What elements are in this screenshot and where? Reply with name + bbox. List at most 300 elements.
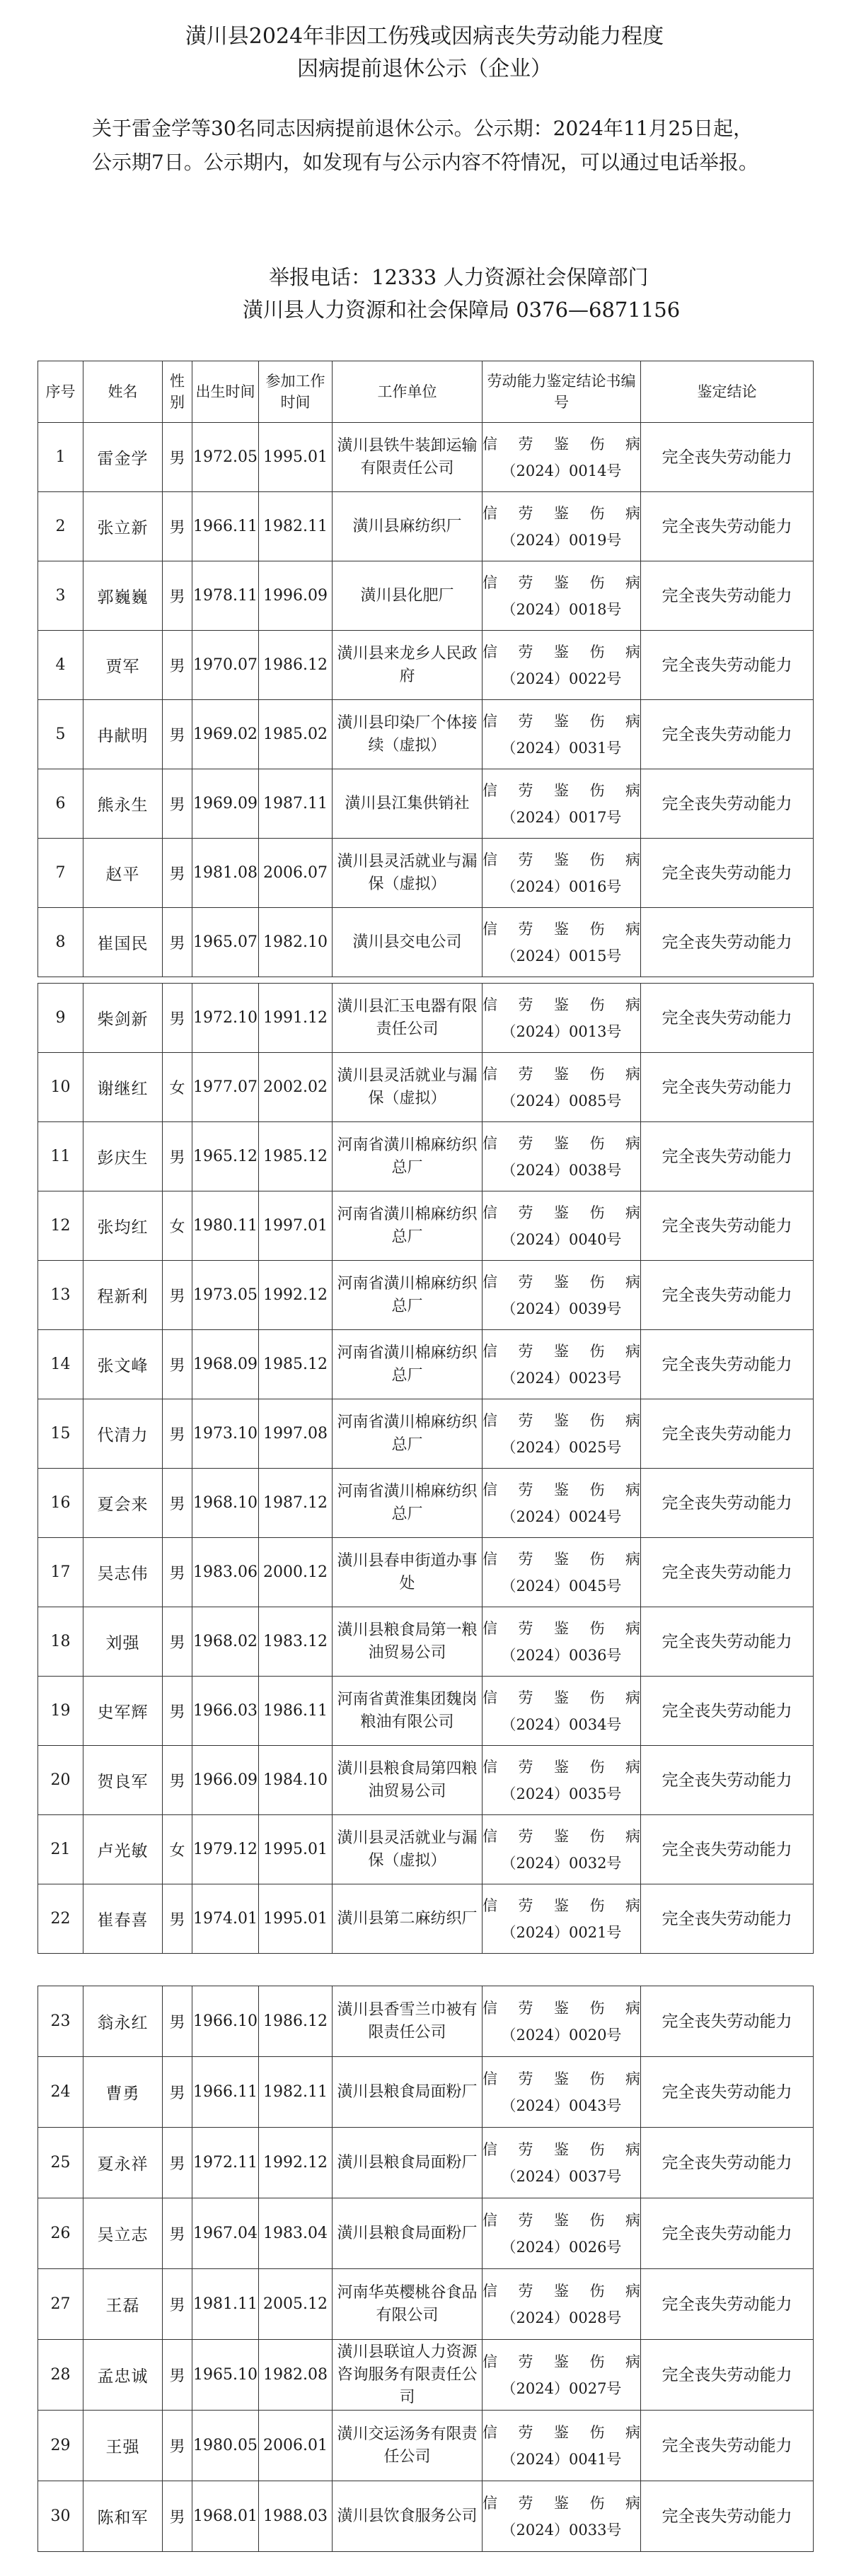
document-prefix: 信 劳 鉴 伤 病 — [483, 1273, 640, 1290]
cell-no: 25 — [38, 2128, 83, 2198]
cell-document-no — [483, 1399, 641, 1469]
table-row — [38, 1607, 814, 1677]
table-row — [38, 839, 814, 908]
cell-name: 孟忠诚 — [83, 2340, 163, 2411]
table-row — [38, 1261, 814, 1330]
cell-work-start: 1985.12 — [259, 1330, 333, 1399]
cell-employer: 潢川县麻纺织厂 — [333, 492, 483, 561]
cell-birth: 1966.11 — [192, 2057, 259, 2128]
cell-birth: 1966.03 — [192, 1677, 259, 1746]
table-row — [38, 1122, 814, 1191]
cell-sex: 女 — [163, 1191, 192, 1261]
cell-conclusion: 完全丧失劳动能力 — [641, 631, 814, 700]
cell-conclusion: 完全丧失劳动能力 — [641, 1607, 814, 1677]
cell-name: 夏永祥 — [83, 2128, 163, 2198]
cell-document-no — [483, 1330, 641, 1399]
document-number: （2024）0024号 — [501, 1508, 622, 1525]
cell-conclusion: 完全丧失劳动能力 — [641, 1053, 814, 1122]
cell-name: 赵平 — [83, 839, 163, 908]
col-header-conclusion: 鉴定结论 — [641, 361, 814, 423]
cell-name: 夏会来 — [83, 1469, 163, 1538]
document-prefix: 信 劳 鉴 伤 病 — [483, 1550, 640, 1568]
cell-birth: 1966.10 — [192, 1986, 259, 2057]
notice-title-line2: 因病提前退休公示（企业） — [297, 57, 552, 81]
cell-name: 贺良军 — [83, 1746, 163, 1815]
document-number: （2024）0038号 — [501, 1161, 622, 1179]
cell-conclusion: 完全丧失劳动能力 — [641, 1469, 814, 1538]
cell-employer: 潢川县灵活就业与漏保（虚拟） — [333, 1053, 483, 1122]
cell-no: 22 — [38, 1884, 83, 1954]
table-row — [38, 2411, 814, 2481]
cell-name: 崔国民 — [83, 908, 163, 977]
cell-sex: 男 — [163, 2411, 192, 2481]
document-prefix: 信 劳 鉴 伤 病 — [483, 1689, 640, 1706]
cell-sex: 男 — [163, 631, 192, 700]
cell-name: 郭巍巍 — [83, 561, 163, 631]
cell-sex: 男 — [163, 700, 192, 769]
cell-no: 13 — [38, 1261, 83, 1330]
cell-name: 吴志伟 — [83, 1538, 163, 1607]
cell-document-no — [483, 631, 641, 700]
table-row — [38, 1053, 814, 1122]
cell-employer: 河南省潢川棉麻纺织总厂 — [333, 1191, 483, 1261]
table-row — [38, 2269, 814, 2340]
cell-name: 谢继红 — [83, 1053, 163, 1122]
cell-sex: 男 — [163, 2269, 192, 2340]
cell-birth: 1983.06 — [192, 1538, 259, 1607]
document-prefix: 信 劳 鉴 伤 病 — [483, 712, 640, 730]
cell-no: 20 — [38, 1746, 83, 1815]
cell-name: 张文峰 — [83, 1330, 163, 1399]
notice-title-line1: 潢川县2024年非因工伤残或因病丧失劳动能力程度 — [185, 24, 664, 49]
cell-document-no — [483, 492, 641, 561]
cell-sex: 男 — [163, 561, 192, 631]
document-prefix: 信 劳 鉴 伤 病 — [483, 1481, 640, 1498]
cell-name: 翁永红 — [83, 1986, 163, 2057]
cell-name: 代清力 — [83, 1399, 163, 1469]
cell-conclusion: 完全丧失劳动能力 — [641, 423, 814, 492]
cell-name: 史军辉 — [83, 1677, 163, 1746]
document-number: （2024）0028号 — [501, 2309, 622, 2326]
cell-employer: 潢川县印染厂个体接续（虚拟） — [333, 700, 483, 769]
document-prefix: 信 劳 鉴 伤 病 — [483, 504, 640, 522]
document-number: （2024）0027号 — [501, 2379, 622, 2397]
cell-birth: 1965.07 — [192, 908, 259, 977]
cell-work-start: 1987.12 — [259, 1469, 333, 1538]
cell-employer: 河南省潢川棉麻纺织总厂 — [333, 1261, 483, 1330]
document-number: （2024）0021号 — [501, 1923, 622, 1941]
cell-employer: 潢川县粮食局面粉厂 — [333, 2128, 483, 2198]
cell-birth: 1981.08 — [192, 839, 259, 908]
cell-conclusion: 完全丧失劳动能力 — [641, 984, 814, 1053]
document-prefix: 信 劳 鉴 伤 病 — [483, 435, 640, 453]
cell-work-start: 1995.01 — [259, 1815, 333, 1884]
cell-work-start: 1982.08 — [259, 2340, 333, 2411]
cell-document-no — [483, 2269, 641, 2340]
cell-name: 崔春喜 — [83, 1884, 163, 1954]
cell-employer: 潢川县第二麻纺织厂 — [333, 1884, 483, 1954]
col-header-no: 序号 — [38, 361, 83, 423]
document-prefix: 信 劳 鉴 伤 病 — [483, 573, 640, 591]
cell-sex: 男 — [163, 769, 192, 839]
table-row — [38, 1746, 814, 1815]
cell-document-no — [483, 1538, 641, 1607]
cell-work-start: 2006.01 — [259, 2411, 333, 2481]
cell-conclusion: 完全丧失劳动能力 — [641, 2481, 814, 2552]
document-number: （2024）0045号 — [501, 1577, 622, 1595]
table-row — [38, 2481, 814, 2552]
cell-name: 陈和军 — [83, 2481, 163, 2552]
cell-no: 9 — [38, 984, 83, 1053]
cell-work-start: 1984.10 — [259, 1746, 333, 1815]
document-prefix: 信 劳 鉴 伤 病 — [483, 2353, 640, 2370]
cell-birth: 1966.11 — [192, 492, 259, 561]
cell-birth: 1965.10 — [192, 2340, 259, 2411]
table-row — [38, 1469, 814, 1538]
cell-birth: 1980.11 — [192, 1191, 259, 1261]
document-number: （2024）0026号 — [501, 2238, 622, 2256]
cell-sex: 男 — [163, 1399, 192, 1469]
document-number: （2024）0022号 — [501, 670, 622, 687]
cell-no: 27 — [38, 2269, 83, 2340]
cell-work-start: 2000.12 — [259, 1538, 333, 1607]
cell-no: 21 — [38, 1815, 83, 1884]
cell-name: 王磊 — [83, 2269, 163, 2340]
cell-conclusion: 完全丧失劳动能力 — [641, 1677, 814, 1746]
cell-document-no — [483, 1815, 641, 1884]
cell-sex: 女 — [163, 1053, 192, 1122]
cell-birth: 1973.05 — [192, 1261, 259, 1330]
document-prefix: 信 劳 鉴 伤 病 — [483, 2211, 640, 2229]
cell-employer: 潢川县香雪兰巾被有限责任公司 — [333, 1986, 483, 2057]
document-prefix: 信 劳 鉴 伤 病 — [483, 1411, 640, 1429]
table-row — [38, 1884, 814, 1954]
document-number: （2024）0015号 — [501, 947, 622, 964]
cell-sex: 男 — [163, 1122, 192, 1191]
cell-employer: 潢川县汇玉电器有限责任公司 — [333, 984, 483, 1053]
retirement-table-part1 — [37, 361, 814, 977]
table-row — [38, 1986, 814, 2057]
cell-document-no — [483, 2340, 641, 2411]
document-prefix: 信 劳 鉴 伤 病 — [483, 920, 640, 938]
cell-conclusion: 完全丧失劳动能力 — [641, 1884, 814, 1954]
cell-work-start: 1982.11 — [259, 2057, 333, 2128]
table-row — [38, 1191, 814, 1261]
cell-work-start: 1985.02 — [259, 700, 333, 769]
cell-document-no — [483, 2481, 641, 2552]
table-row — [38, 1330, 814, 1399]
cell-document-no — [483, 908, 641, 977]
document-prefix: 信 劳 鉴 伤 病 — [483, 1827, 640, 1845]
cell-employer: 河南省潢川棉麻纺织总厂 — [333, 1330, 483, 1399]
document-number: （2024）0031号 — [501, 739, 622, 757]
cell-sex: 男 — [163, 1469, 192, 1538]
cell-employer: 河南华英樱桃谷食品有限公司 — [333, 2269, 483, 2340]
cell-employer: 潢川县粮食局第一粮油贸易公司 — [333, 1607, 483, 1677]
cell-no: 19 — [38, 1677, 83, 1746]
table-row — [38, 423, 814, 492]
cell-conclusion: 完全丧失劳动能力 — [641, 1122, 814, 1191]
retirement-table-part2 — [37, 983, 814, 1954]
cell-conclusion: 完全丧失劳动能力 — [641, 2057, 814, 2128]
cell-birth: 1980.05 — [192, 2411, 259, 2481]
cell-name: 刘强 — [83, 1607, 163, 1677]
cell-work-start: 1985.12 — [259, 1122, 333, 1191]
cell-employer: 潢川县联谊人力资源咨询服务有限责任公司 — [333, 2340, 483, 2411]
document-number: （2024）0040号 — [501, 1230, 622, 1248]
cell-work-start: 1995.01 — [259, 423, 333, 492]
cell-employer: 潢川县铁牛装卸运输有限责任公司 — [333, 423, 483, 492]
col-header-document-no: 劳动能力鉴定结论书编号 — [483, 361, 641, 423]
col-header-birth: 出生时间 — [192, 361, 259, 423]
document-number: （2024）0025号 — [501, 1438, 622, 1456]
document-number: （2024）0017号 — [501, 808, 622, 826]
cell-conclusion: 完全丧失劳动能力 — [641, 1330, 814, 1399]
cell-employer: 河南省潢川棉麻纺织总厂 — [333, 1469, 483, 1538]
cell-name: 程新利 — [83, 1261, 163, 1330]
cell-no: 15 — [38, 1399, 83, 1469]
table-header-row — [38, 361, 814, 423]
cell-no: 23 — [38, 1986, 83, 2057]
col-header-work-start: 参加工作时间 — [259, 361, 333, 423]
cell-sex: 男 — [163, 1261, 192, 1330]
report-phone: 举报电话：12333 人力资源社会保障部门 — [269, 265, 649, 289]
document-prefix: 信 劳 鉴 伤 病 — [483, 2070, 640, 2087]
cell-birth: 1979.12 — [192, 1815, 259, 1884]
cell-conclusion: 完全丧失劳动能力 — [641, 908, 814, 977]
document-prefix: 信 劳 鉴 伤 病 — [483, 1342, 640, 1360]
document-number: （2024）0037号 — [501, 2167, 622, 2185]
cell-employer: 潢川县粮食局面粉厂 — [333, 2057, 483, 2128]
cell-birth: 1968.02 — [192, 1607, 259, 1677]
cell-no: 30 — [38, 2481, 83, 2552]
cell-sex: 男 — [163, 1746, 192, 1815]
cell-employer: 潢川县灵活就业与漏保（虚拟） — [333, 839, 483, 908]
document-prefix: 信 劳 鉴 伤 病 — [483, 2423, 640, 2441]
cell-work-start: 1992.12 — [259, 2128, 333, 2198]
notice-intro: 关于雷金学等30名同志因病提前退休公示。公示期：2024年11月25日起，公示期7日。公示期内，如发现有与公示内容不符情况，可以通过电话举报。 — [92, 117, 758, 174]
document-prefix: 信 劳 鉴 伤 病 — [483, 996, 640, 1013]
cell-sex: 男 — [163, 423, 192, 492]
cell-document-no — [483, 1122, 641, 1191]
cell-document-no — [483, 1469, 641, 1538]
cell-no: 24 — [38, 2057, 83, 2128]
cell-birth: 1977.07 — [192, 1053, 259, 1122]
document-prefix: 信 劳 鉴 伤 病 — [483, 2282, 640, 2300]
cell-birth: 1978.11 — [192, 561, 259, 631]
cell-birth: 1967.04 — [192, 2198, 259, 2269]
cell-employer: 潢川县粮食局面粉厂 — [333, 2198, 483, 2269]
cell-employer: 潢川县春申街道办事处 — [333, 1538, 483, 1607]
cell-no: 14 — [38, 1330, 83, 1399]
cell-name: 彭庆生 — [83, 1122, 163, 1191]
cell-birth: 1968.09 — [192, 1330, 259, 1399]
cell-work-start: 1982.11 — [259, 492, 333, 561]
document-number: （2024）0035号 — [501, 1785, 622, 1802]
cell-work-start: 1996.09 — [259, 561, 333, 631]
cell-work-start: 1988.03 — [259, 2481, 333, 2552]
cell-no: 26 — [38, 2198, 83, 2269]
cell-work-start: 1986.12 — [259, 631, 333, 700]
cell-sex: 男 — [163, 1986, 192, 2057]
cell-no: 28 — [38, 2340, 83, 2411]
cell-document-no — [483, 2128, 641, 2198]
cell-conclusion: 完全丧失劳动能力 — [641, 1815, 814, 1884]
document-number: （2024）0016号 — [501, 878, 622, 895]
cell-name: 曹勇 — [83, 2057, 163, 2128]
cell-no: 29 — [38, 2411, 83, 2481]
cell-sex: 男 — [163, 1538, 192, 1607]
cell-sex: 男 — [163, 2481, 192, 2552]
document-prefix: 信 劳 鉴 伤 病 — [483, 851, 640, 868]
cell-conclusion: 完全丧失劳动能力 — [641, 2198, 814, 2269]
cell-sex: 男 — [163, 908, 192, 977]
cell-document-no — [483, 1746, 641, 1815]
table-row — [38, 2340, 814, 2411]
document-number: （2024）0033号 — [501, 2521, 622, 2539]
cell-document-no — [483, 423, 641, 492]
document-prefix: 信 劳 鉴 伤 病 — [483, 1999, 640, 2017]
document-number: （2024）0041号 — [501, 2450, 622, 2468]
cell-document-no — [483, 984, 641, 1053]
document-prefix: 信 劳 鉴 伤 病 — [483, 1204, 640, 1221]
table-row — [38, 769, 814, 839]
document-number: （2024）0034号 — [501, 1715, 622, 1733]
cell-conclusion: 完全丧失劳动能力 — [641, 2128, 814, 2198]
cell-employer: 河南省潢川棉麻纺织总厂 — [333, 1122, 483, 1191]
document-prefix: 信 劳 鉴 伤 病 — [483, 2140, 640, 2158]
cell-conclusion: 完全丧失劳动能力 — [641, 561, 814, 631]
document-number: （2024）0018号 — [501, 600, 622, 618]
cell-name: 吴立志 — [83, 2198, 163, 2269]
document-prefix: 信 劳 鉴 伤 病 — [483, 2494, 640, 2512]
table-row — [38, 2198, 814, 2269]
table-row — [38, 561, 814, 631]
table-row — [38, 492, 814, 561]
cell-no: 12 — [38, 1191, 83, 1261]
cell-birth: 1969.02 — [192, 700, 259, 769]
cell-name: 张均红 — [83, 1191, 163, 1261]
cell-name: 张立新 — [83, 492, 163, 561]
cell-birth: 1973.10 — [192, 1399, 259, 1469]
cell-document-no — [483, 1191, 641, 1261]
document-number: （2024）0036号 — [501, 1646, 622, 1664]
document-number: （2024）0043号 — [501, 2097, 622, 2114]
document-prefix: 信 劳 鉴 伤 病 — [483, 1758, 640, 1776]
cell-birth: 1981.11 — [192, 2269, 259, 2340]
cell-no: 4 — [38, 631, 83, 700]
document-number: （2024）0085号 — [501, 1092, 622, 1109]
table-row — [38, 631, 814, 700]
cell-name: 冉献明 — [83, 700, 163, 769]
cell-no: 18 — [38, 1607, 83, 1677]
cell-employer: 潢川县灵活就业与漏保（虚拟） — [333, 1815, 483, 1884]
document-prefix: 信 劳 鉴 伤 病 — [483, 781, 640, 799]
cell-sex: 男 — [163, 2198, 192, 2269]
table-row — [38, 1677, 814, 1746]
table-row — [38, 908, 814, 977]
cell-employer: 潢川县饮食服务公司 — [333, 2481, 483, 2552]
col-header-name: 姓名 — [83, 361, 163, 423]
table-row — [38, 2128, 814, 2198]
cell-sex: 男 — [163, 839, 192, 908]
cell-sex: 男 — [163, 1607, 192, 1677]
cell-conclusion: 完全丧失劳动能力 — [641, 2340, 814, 2411]
cell-conclusion: 完全丧失劳动能力 — [641, 492, 814, 561]
cell-conclusion: 完全丧失劳动能力 — [641, 1538, 814, 1607]
cell-name: 熊永生 — [83, 769, 163, 839]
retirement-table-part3 — [37, 1986, 814, 2552]
cell-conclusion: 完全丧失劳动能力 — [641, 700, 814, 769]
cell-no: 5 — [38, 700, 83, 769]
document-prefix: 信 劳 鉴 伤 病 — [483, 1134, 640, 1152]
cell-document-no — [483, 1261, 641, 1330]
cell-document-no — [483, 1053, 641, 1122]
document-number: （2024）0013号 — [501, 1022, 622, 1040]
document-prefix: 信 劳 鉴 伤 病 — [483, 1065, 640, 1083]
cell-work-start: 2002.02 — [259, 1053, 333, 1122]
cell-work-start: 1991.12 — [259, 984, 333, 1053]
cell-document-no — [483, 2411, 641, 2481]
cell-document-no — [483, 1884, 641, 1954]
cell-employer: 河南省黄淮集团魏岗粮油有限公司 — [333, 1677, 483, 1746]
cell-document-no — [483, 561, 641, 631]
cell-birth: 1968.01 — [192, 2481, 259, 2552]
cell-employer: 潢川县交电公司 — [333, 908, 483, 977]
cell-work-start: 1997.08 — [259, 1399, 333, 1469]
cell-work-start: 1987.11 — [259, 769, 333, 839]
cell-birth: 1965.12 — [192, 1122, 259, 1191]
cell-work-start: 1983.12 — [259, 1607, 333, 1677]
cell-name: 贾军 — [83, 631, 163, 700]
cell-no: 10 — [38, 1053, 83, 1122]
cell-work-start: 1982.10 — [259, 908, 333, 977]
document-number: （2024）0020号 — [501, 2026, 622, 2044]
cell-name: 雷金学 — [83, 423, 163, 492]
document-number: （2024）0032号 — [501, 1854, 622, 1872]
cell-document-no — [483, 700, 641, 769]
document-prefix: 信 劳 鉴 伤 病 — [483, 1619, 640, 1637]
cell-work-start: 1986.11 — [259, 1677, 333, 1746]
cell-document-no — [483, 1677, 641, 1746]
table-row — [38, 1399, 814, 1469]
cell-document-no — [483, 2057, 641, 2128]
cell-no: 7 — [38, 839, 83, 908]
cell-work-start: 1992.12 — [259, 1261, 333, 1330]
table-row — [38, 1538, 814, 1607]
cell-conclusion: 完全丧失劳动能力 — [641, 769, 814, 839]
cell-conclusion: 完全丧失劳动能力 — [641, 2411, 814, 2481]
cell-birth: 1966.09 — [192, 1746, 259, 1815]
cell-sex: 男 — [163, 2340, 192, 2411]
cell-no: 3 — [38, 561, 83, 631]
cell-sex: 男 — [163, 1330, 192, 1399]
table-row — [38, 1815, 814, 1884]
cell-work-start: 1997.01 — [259, 1191, 333, 1261]
cell-work-start: 2005.12 — [259, 2269, 333, 2340]
table-row — [38, 2057, 814, 2128]
cell-no: 17 — [38, 1538, 83, 1607]
document-prefix: 信 劳 鉴 伤 病 — [483, 643, 640, 660]
document-number: （2024）0023号 — [501, 1369, 622, 1387]
cell-sex: 男 — [163, 1677, 192, 1746]
cell-work-start: 1986.12 — [259, 1986, 333, 2057]
cell-conclusion: 完全丧失劳动能力 — [641, 839, 814, 908]
document-number: （2024）0039号 — [501, 1300, 622, 1317]
cell-no: 6 — [38, 769, 83, 839]
cell-document-no — [483, 769, 641, 839]
cell-employer: 河南省潢川棉麻纺织总厂 — [333, 1399, 483, 1469]
